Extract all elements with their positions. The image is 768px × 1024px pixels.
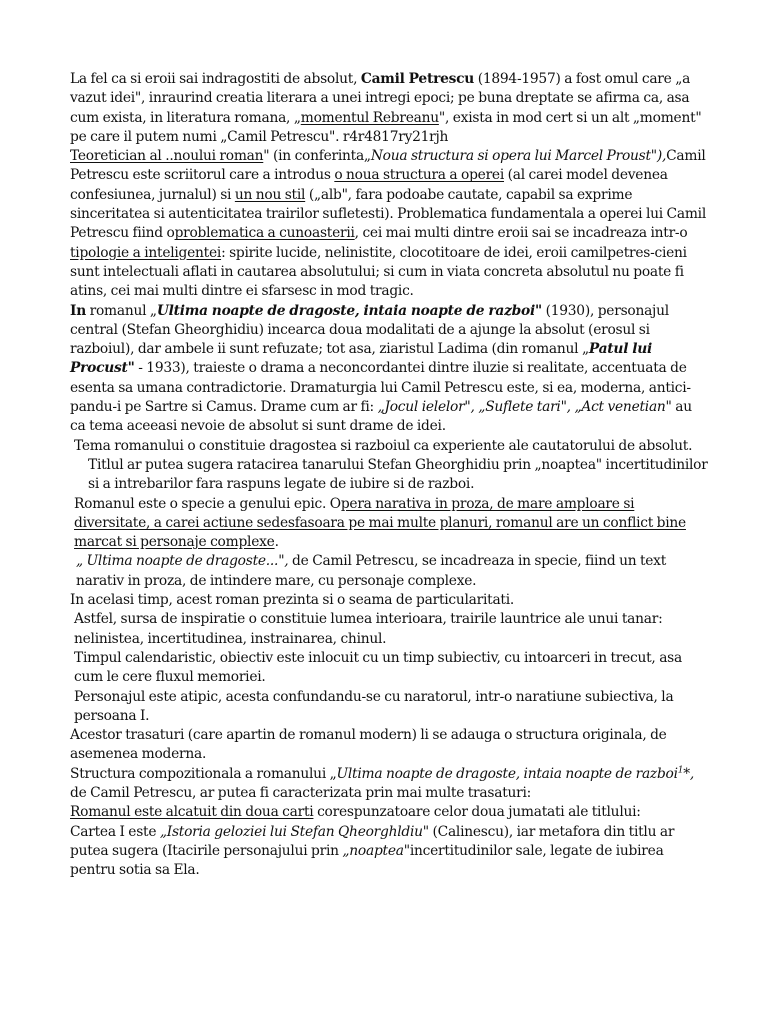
- document-page: [70, 70, 710, 880]
- paragraph-structure: Structura compozitionala a romanului „Ultima noapte de dragoste, intaia noapte de razboi$^1$*, de Camil Petrescu, ar putea fi caracterizata prin mai multe trasaturi:: [70, 765, 695, 801]
- italic-title: „Jocul ielelor", „Suflete tari", „Act venetian": [377, 399, 672, 416]
- italic-title: „Istoria geloziei lui Stefan Qheorghldiu": [159, 823, 429, 840]
- paragraph-inspiration: Astfel, sursa de inspiratie o constituie lumea interioara, trairile launtrice ale unui tanar: nelinistea, incertitudinea, instrainarea, chinul.: [74, 611, 663, 647]
- italic-title: Ultima noapte de dragoste, intaia noapte de razboi: [336, 765, 678, 782]
- paragraph-novel: In romanul „Ultima noapte de dragoste, intaia noapte de razboi" (1930), personajul central (Stefan Gheorghidiu) incearca doua modalitati de a ajunge la absolut (erosul si razboiul), dar ambele ii sunt refuzate; tot asa, ziaristul Ladima (din romanul „Patul lui Procust" - 1933), traieste o drama a neconcordantei dintre iluzie si realitate, accentuata de esenta sa umana contradictorie. Dramaturgia lui Camil Petrescu este, si ea, moderna, antici-pandu-i pe Sartre si Camus. Drame cum ar fi: „Jocul ielelor", „Suflete tari", „Act venetian" au ca tema aceeasi nevoie de absolut si sunt drame de idei.: [70, 302, 692, 435]
- paragraph-theorist: Teoretician al ..noului roman" (in conferinta„Noua structura si opera lui Marcel Proust"),Camil Petrescu este scriitorul care a introdus o noua structura a operei (al carei model devenea confesiunea, jurnalul) si un nou stil („alb", fara podoabe cautate, capabil sa exprime sinceritatea si autenticitatea trairilor sufletesti). Problematica fundamentala a operei lui Camil Petrescu fiind oproblematica a cunoasterii, cei mai multi dintre eroii sai se incadreaza intr-o tipologie a inteligentei: spirite lucide, nelinistite, clocotitoare de idei, eroii camilpetres-cieni sunt intelectuali aflati in cautarea absolutului; si cum in viata concreta absolutul nu poate fi atins, cei mai multi dintre ei sfarsesc in mod tragic.: [70, 148, 706, 300]
- italic-title: „ Ultima noapte de dragoste...",: [76, 553, 289, 570]
- paragraph-particularities: In acelasi timp, acest roman prezinta si o seama de particularitati.: [70, 592, 515, 609]
- paragraph-time: Timpul calendaristic, obiectiv este inlocuit cu un timp subiectiv, cu intoarceri in trecut, asa cum le cere fluxul memoriei.: [74, 649, 682, 686]
- paragraph-species: „ Ultima noapte de dragoste...", de Camil Petrescu, se incadreaza in specie, fiind un text narativ in proza, de intindere mare, cu personaje complexe.: [76, 553, 667, 589]
- author-name: Camil Petrescu: [360, 71, 475, 87]
- novel-title: Ultima noapte de dragoste, intaia noapte de razboi": [156, 302, 542, 319]
- paragraph-book-one: Cartea I este „Istoria geloziei lui Stefan Qheorghldiu" (Calinescu), iar metafora din titlu ar putea sugera (Itacirile personajului prin „noaptea"incertitudinilor sale, legate de iubirea pentru sotia sa Ela.: [70, 823, 675, 879]
- novel-title: Patul lui Procust": [70, 341, 652, 377]
- paragraph-title-meaning: Titlul ar putea sugera ratacirea tanarului Stefan Gheorghidiu prin „noaptea" incertitudinilor si a intrebarilor fara raspuns legate de iubire si de razboi.: [88, 456, 708, 493]
- italic-title: „noaptea": [342, 842, 410, 859]
- paragraph-genre: Romanul este o specie a genului epic. Opera narativa in proza, de mare amploare si diversitate, a carei actiune sedesfasoara pe mai multe planuri, romanul are un conflict bine marcat si personaje complexe.: [74, 495, 686, 551]
- underlined-phrase: problematica a cunoasterii: [174, 225, 355, 242]
- underlined-phrase: pera narativa in proza, de mare amploare si diversitate, a carei actiune sedesfasoara pe mai multe planuri, romanul are un conflict bine marcat si personaje complexe: [74, 495, 686, 551]
- paragraph-two-books: Romanul este alcatuit din doua carti corespunzatoare celor doua jumatati ale titlului:: [70, 804, 641, 821]
- underlined-phrase: o noua structura a operei: [334, 167, 505, 184]
- underlined-phrase: Romanul este alcatuit din doua carti: [70, 804, 314, 821]
- underlined-phrase: tipologie a inteligentei: [70, 244, 222, 261]
- footnote-marker: 1: [677, 765, 684, 776]
- italic-title: Noua structura si opera lui Marcel Proust"),: [370, 148, 667, 165]
- paragraph-character: Personajul este atipic, acesta confundandu-se cu naratorul, intr-o naratiune subiectiva, la persoana I.: [74, 688, 674, 724]
- paragraph-traits: Acestor trasaturi (care apartin de romanul modern) li se adauga o structura originala, de asemenea moderna.: [70, 727, 667, 763]
- paragraph-intro: La fel ca si eroii sai indragostiti de absolut, Camil Petrescu (1894-1957) a fost omul care „a vazut idei", inraurind creatia literara a unei intregi epoci; pe buna dreptate se afirma ca, asa cum exista, in literatura romana, „momentul Rebreanu", exista in mod cert si un alt „moment" pe care il putem numi „Camil Petrescu". r4r4817ry21rjh: [70, 71, 702, 145]
- underlined-phrase: un nou stil: [234, 186, 306, 203]
- underlined-phrase: momentul Rebreanu: [300, 109, 439, 126]
- paragraph-theme: Tema romanului o constituie dragostea si razboiul ca experiente ale cautatorului de absolut.: [74, 437, 693, 454]
- underlined-phrase: Teoretician al ..noului roman: [70, 148, 264, 165]
